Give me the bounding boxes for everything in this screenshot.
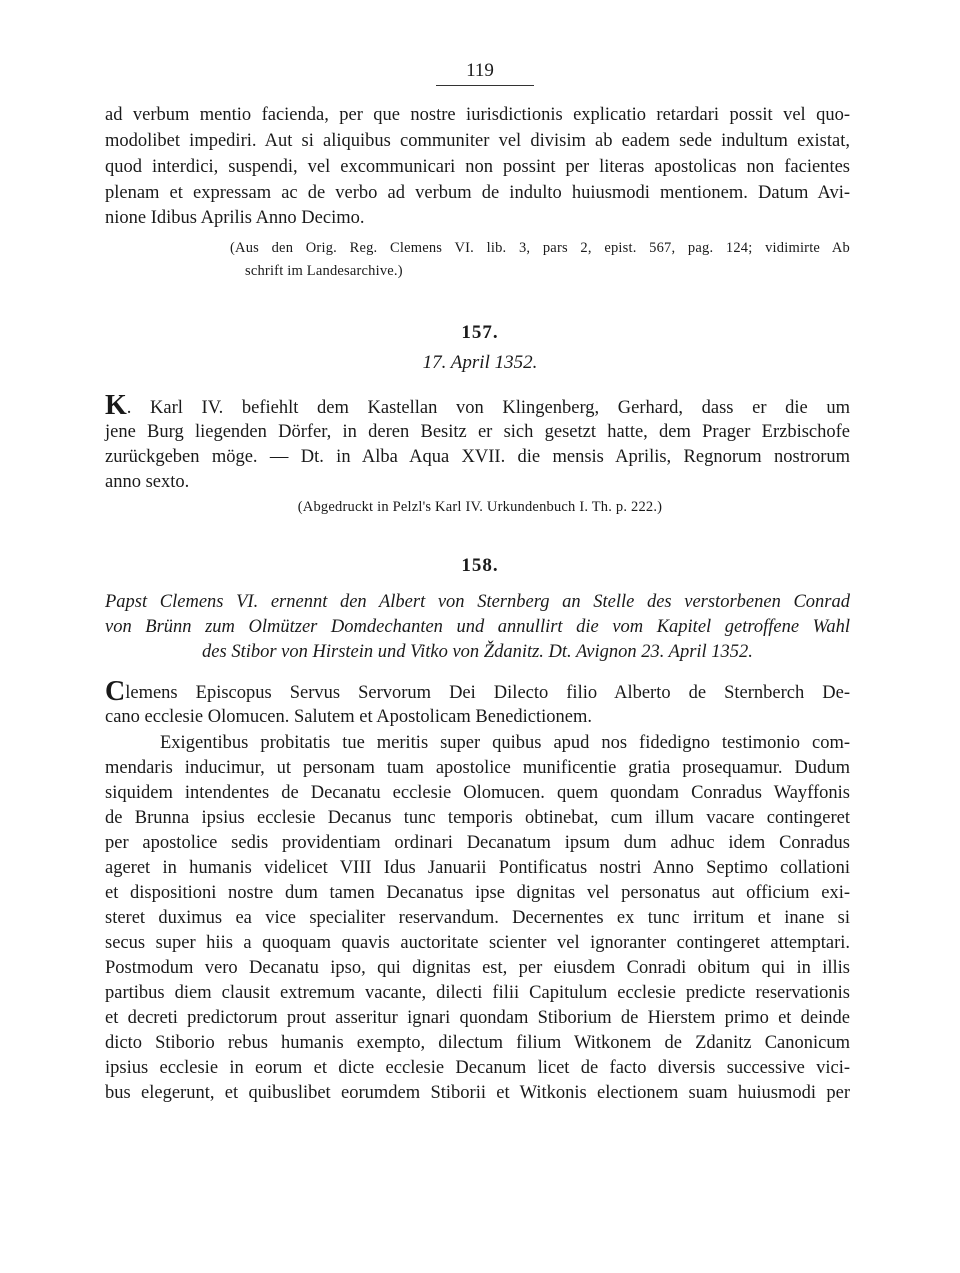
doc157-summary-line: anno sexto. [105,472,190,492]
page-number-rule [436,85,534,86]
doc158-text-line: dicto Stiborio rebus humanis exempto, dilectum filium Witkonem de Zdanitz Canonicum [105,1033,850,1053]
doc158-text-line: ipsius ecclesie in eorum et dicte ecclesie Decanum licet de facto diversis successive vici- [105,1058,850,1078]
doc158-text-line: ageret in humanis videlicet VIII Idus Januarii Pontificatus nostri Anno Septimo collationi [105,858,850,878]
doc157-summary-line: jene Burg liegenden Dörfer, in deren Besitz er sich gesetzt hatte, dem Prager Erzbischofe [105,422,850,442]
prev-text-line: ad verbum mentio facienda, per que nostre iurisdictionis explicatio retardari possit vel quo- [105,105,850,125]
doc157-date: 17. April 1352. [422,352,538,373]
doc158-text-line: bus elegerunt, et quibuslibet eorumdem Stiborii et Witkonis electionem suam huiusmodi per [105,1083,850,1103]
doc157-summary-line: zurückgeben möge. — Dt. in Alba Aqua XVII. die mensis Aprilis, Regnorum nostrorum [105,447,850,467]
doc158-text-line: siquidem intendentes de Decanatu ecclesie Olomucen. quem quondam Conradus Wayffonis [105,783,850,803]
doc158-text-line [105,676,850,707]
prev-text-line: modolibet impediri. Aut si aliquibus communiter vel divisim ab eadem sede indultum existat, [105,131,850,151]
doc157-summary-line [105,390,850,421]
prev-source-note: schrift im Landesarchive.) [245,263,403,279]
doc158-number: 158. [461,555,499,576]
doc158-headline-line: Papst Clemens VI. ernennt den Albert von Sternberg an Stelle des verstorbenen Conrad [105,592,850,612]
doc158-opening-text: lemens Episcopus Servus Servorum Dei Dilecto filio Alberto de Sternberch De- [125,683,850,703]
doc158-text-line: Postmodum vero Decanatu ipso, qui dignitas est, per eiusdem Conradi obitum qui in illis [105,958,850,978]
doc158-text-line: et dispositioni nostre dum tamen Decanatus ipse dignitas vel personatus aut officium exi- [105,883,850,903]
doc157-number: 157. [461,322,499,343]
doc158-headline-line: des Stibor von Hirstein und Vitko von Ždanitz. Dt. Avignon 23. April 1352. [202,642,753,662]
doc158-text-line: de Brunna ipsius ecclesie Decanus tunc temporis obtinebat, cum illum vacare contingeret [105,808,850,828]
doc157-initial: K [105,390,127,421]
prev-source-note: (Aus den Orig. Reg. Clemens VI. lib. 3, pars 2, epist. 567, pag. 124; vidimirte Ab [230,240,850,256]
doc158-text-line: partibus diem clausit extremum vacante, dilecti filii Capitulum ecclesie predicte reservationis [105,983,850,1003]
prev-text-line: plenam et expressam ac de verbo ad verbum de indulto huiusmodi mentionem. Datum Avi- [105,183,850,203]
doc157-summary-text: . Karl IV. befiehlt dem Kastellan von Klingenberg, Gerhard, dass er die um [126,398,850,418]
doc158-headline-line: von Brünn zum Olmützer Domdechanten und annullirt die vom Kapitel getroffene Wahl [105,617,850,637]
prev-text-line: nione Idibus Aprilis Anno Decimo. [105,208,365,228]
doc158-text-line: Exigentibus probitatis tue meritis super quibus apud nos fidedigno testimonio com- [160,733,850,753]
prev-text-line: quod interdici, suspendi, vel excommunicari non possint per literas apostolicas non facientes [105,157,850,177]
doc157-source-note: (Abgedruckt in Pelzl's Karl IV. Urkundenbuch I. Th. p. 222.) [297,499,663,515]
doc158-text-line: secus super hiis a quoquam quavis auctoritate scienter vel ignoranter contingeret attemptari. [105,933,850,953]
doc158-text-line: per apostolice sedis providentiam ordinari Decanatum ipsum dum adhuc idem Conradus [105,833,850,853]
doc158-initial: C [105,676,126,707]
doc158-text-line: mendaris inducimur, ut personam tuam apostolice munificentie gratia prosequamur. Dudum [105,758,850,778]
page-number: 119 [466,60,494,81]
doc158-text-line: et decreti predictorum prout asseritur ignari quondam Stiborium de Hierstem primo et deinde [105,1008,850,1028]
doc158-text-line: cano ecclesie Olomucen. Salutem et Apostolicam Benedictionem. [105,707,593,727]
doc158-text-line: steret duximus ea vice specialiter reservandum. Decernentes ex tunc irritum et inane si [105,908,850,928]
